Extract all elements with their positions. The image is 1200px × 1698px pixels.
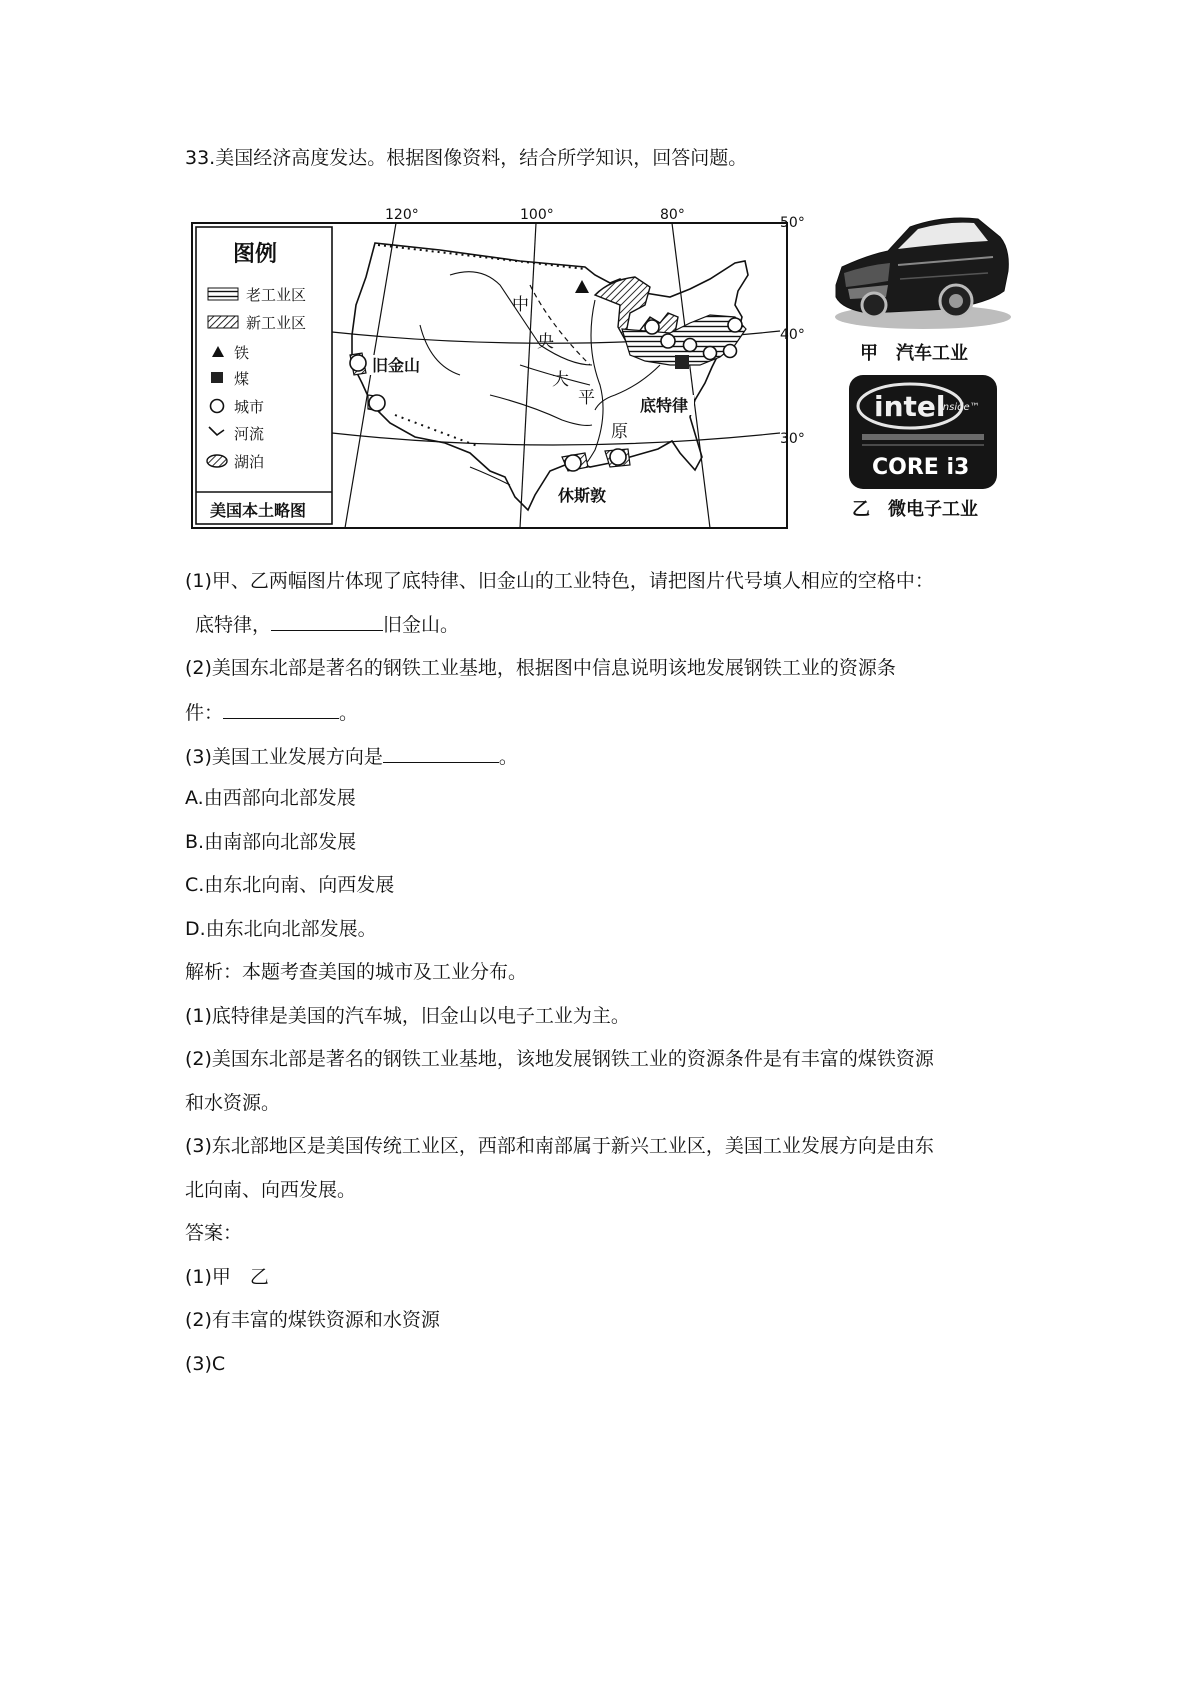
answer-3: (3)C bbox=[185, 1353, 226, 1375]
legend-iron: 铁 bbox=[234, 344, 250, 362]
legend-title: 图例 bbox=[233, 242, 278, 267]
analysis-3-line2: 北向南、向西发展。 bbox=[185, 1179, 357, 1201]
old-industrial-swatch bbox=[208, 288, 238, 300]
q1-line2 bbox=[195, 612, 459, 637]
q1-detroit-label: 底特律， bbox=[195, 614, 272, 636]
legend-coal: 煤 bbox=[234, 370, 250, 388]
q2-blank bbox=[223, 700, 339, 719]
q2-end: 。 bbox=[339, 702, 359, 724]
q3-end: 。 bbox=[498, 746, 518, 768]
map-caption: 美国本土略图 bbox=[210, 501, 307, 520]
plain-char-3: 大 bbox=[552, 370, 569, 390]
chip-inside: inside™ bbox=[940, 402, 980, 413]
q1-detroit-blank bbox=[271, 612, 383, 631]
label-san-francisco: 旧金山 bbox=[372, 356, 421, 375]
us-map-figure bbox=[190, 205, 805, 535]
q3-label: (3)美国工业发展方向是 bbox=[185, 746, 383, 768]
plain-char-4: 平 bbox=[578, 388, 595, 408]
plain-char-5: 原 bbox=[611, 422, 628, 442]
city-icon bbox=[211, 400, 224, 413]
analysis-3-line1: (3)东北部地区是美国传统工业区，西部和南部属于新兴工业区，美国工业发展方向是由东 bbox=[185, 1135, 934, 1157]
q2-label: 件： bbox=[185, 702, 224, 724]
plain-char-2: 央 bbox=[537, 332, 554, 352]
new-industrial-swatch bbox=[208, 316, 238, 328]
legend-old-industrial: 老工业区 bbox=[246, 286, 307, 304]
coal-marker bbox=[675, 355, 689, 369]
q2-line1: (2)美国东北部是著名的钢铁工业基地，根据图中信息说明该地发展钢铁工业的资源条 bbox=[185, 657, 896, 679]
analysis-2-line1: (2)美国东北部是著名的钢铁工业基地，该地发展钢铁工业的资源条件是有丰富的煤铁资源 bbox=[185, 1048, 934, 1070]
longitude-100: 100° bbox=[520, 207, 554, 223]
q3-blank bbox=[383, 744, 499, 763]
answer-1: (1)甲 乙 bbox=[185, 1266, 269, 1288]
analysis-2-line2: 和水资源。 bbox=[185, 1092, 281, 1114]
question-stem: 33.美国经济高度发达。根据图像资料，结合所学知识，回答问题。 bbox=[185, 147, 748, 169]
longitude-80: 80° bbox=[660, 207, 685, 223]
option-d: D.由东北向北部发展。 bbox=[185, 918, 377, 940]
q2-line2 bbox=[185, 700, 358, 725]
legend-new-industrial: 新工业区 bbox=[246, 314, 307, 332]
option-c: C.由东北向南、向西发展 bbox=[185, 874, 395, 896]
plain-char-1: 中 bbox=[512, 295, 529, 315]
q1-line1: (1)甲、乙两幅图片体现了底特律、旧金山的工业特色，请把图片代号填人相应的空格中： bbox=[185, 570, 934, 592]
q1-sf-label: 旧金山。 bbox=[383, 614, 460, 636]
chip-brand: intel bbox=[874, 390, 946, 423]
legend-city: 城市 bbox=[234, 398, 265, 416]
legend-river: 河流 bbox=[234, 425, 265, 443]
coal-icon bbox=[211, 372, 223, 383]
analysis-intro: 解析：本题考查美国的城市及工业分布。 bbox=[185, 961, 528, 983]
intel-chip-logo bbox=[848, 374, 998, 490]
latitude-40: 40° bbox=[780, 327, 805, 343]
option-b: B.由南部向北部发展 bbox=[185, 831, 357, 853]
car-caption: 甲 汽车工业 bbox=[860, 343, 968, 364]
chip-caption: 乙 微电子工业 bbox=[852, 499, 978, 520]
label-houston: 休斯敦 bbox=[558, 486, 607, 505]
legend-lake: 湖泊 bbox=[234, 453, 265, 471]
analysis-1: (1)底特律是美国的汽车城，旧金山以电子工业为主。 bbox=[185, 1005, 630, 1027]
longitude-120: 120° bbox=[385, 207, 419, 223]
latitude-50: 50° bbox=[780, 215, 805, 231]
answer-label: 答案： bbox=[185, 1222, 243, 1244]
option-a: A.由西部向北部发展 bbox=[185, 787, 356, 809]
chip-model: CORE i3 bbox=[872, 455, 970, 480]
answer-2: (2)有丰富的煤铁资源和水资源 bbox=[185, 1309, 440, 1331]
lake-icon bbox=[207, 455, 227, 467]
car-photo bbox=[828, 205, 1012, 333]
q3-line bbox=[185, 744, 518, 769]
label-detroit: 底特律 bbox=[640, 396, 689, 415]
latitude-30: 30° bbox=[780, 431, 805, 447]
